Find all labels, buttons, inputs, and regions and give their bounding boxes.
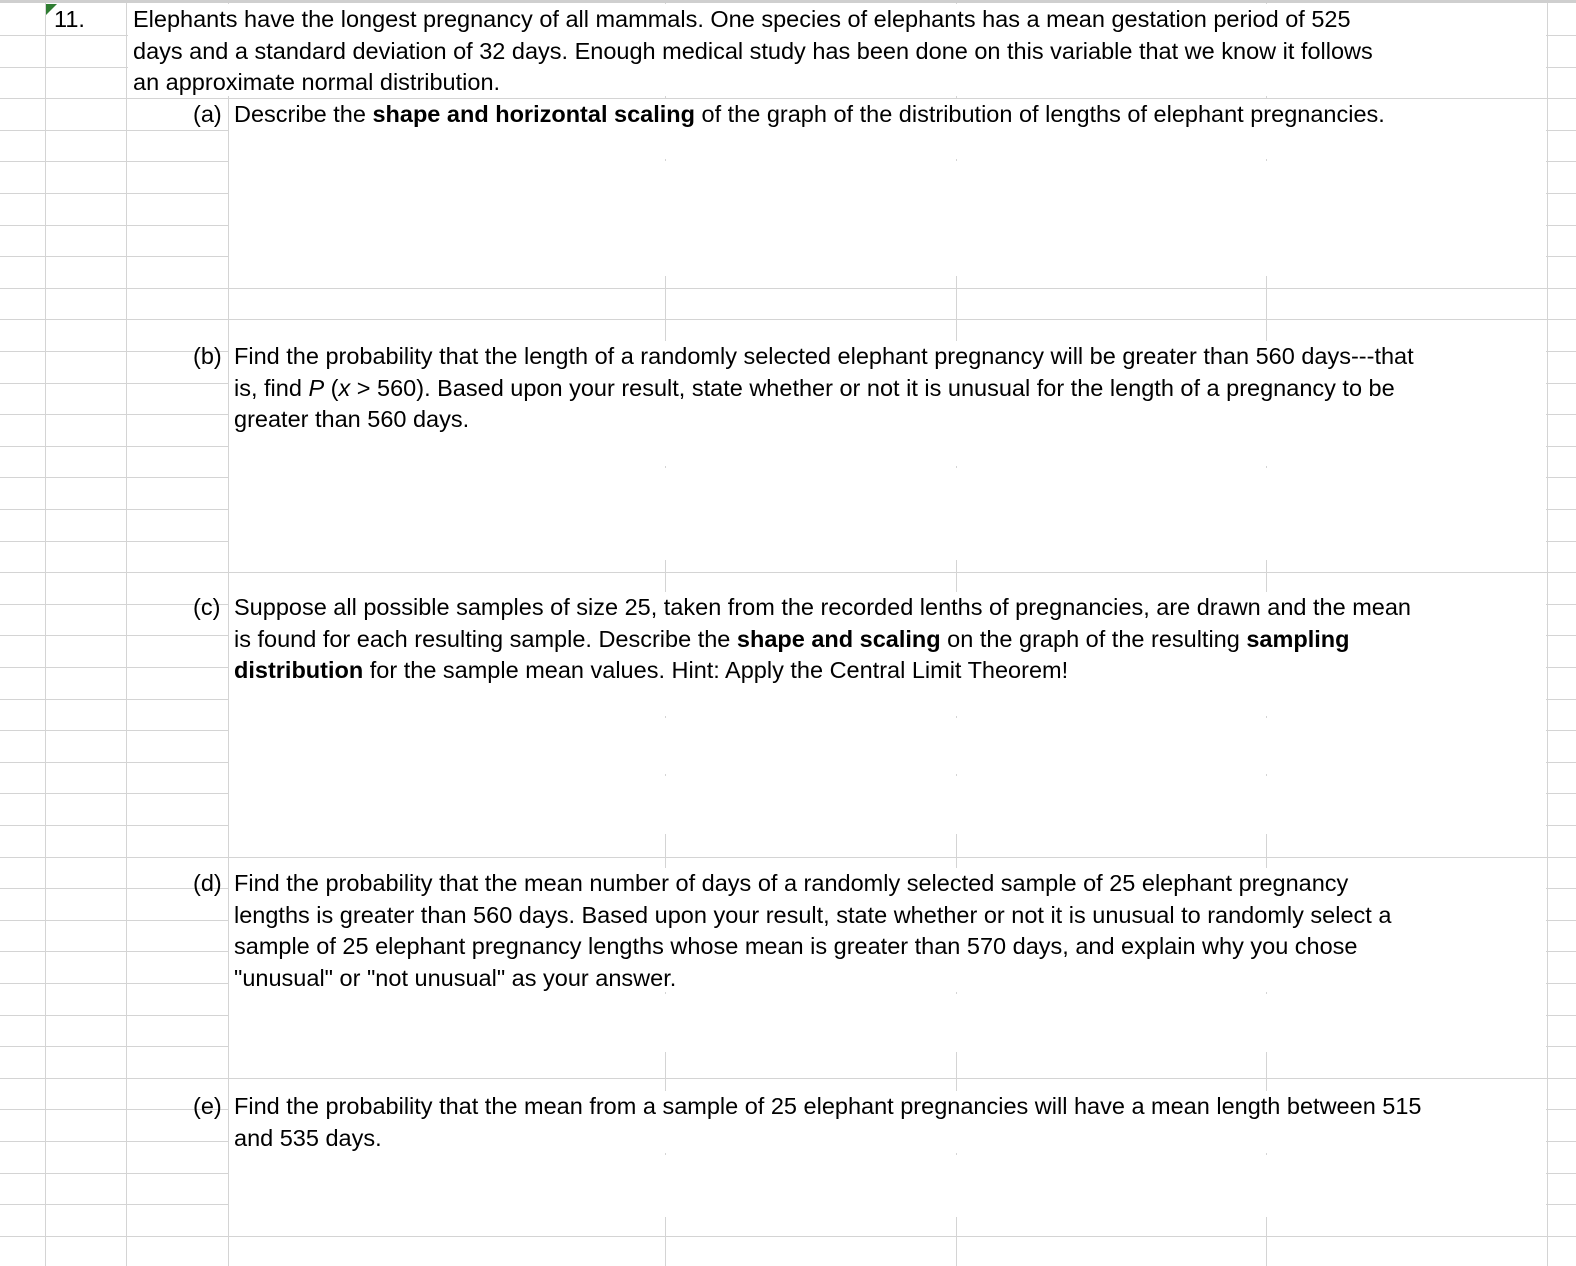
part-c-line-2: is found for each resulting sample. Describe the shape and scaling on the graph of the resulting sampling xyxy=(234,625,1350,652)
part-e-line-1: Find the probability that the mean from a sample of 25 elephant pregnancies will have a mean length between 515 xyxy=(234,1093,1422,1119)
part-c-line-3: distribution for the sample mean values. Hint: Apply the Central Limit Theorem! xyxy=(234,657,1069,684)
merged-cell xyxy=(229,776,1546,834)
merged-cell xyxy=(229,468,1546,560)
part-b-label: (b) xyxy=(193,343,222,369)
intro-line-3: an approximate normal distribution. xyxy=(133,69,501,96)
problem-number: 11. xyxy=(54,6,85,32)
part-b-line-1: Find the probability that the length of a randomly selected elephant pregnancy will be greater than 560 days---that xyxy=(234,343,1414,369)
intro-line-2: days and a standard deviation of 32 days. Enough medical study has been done on this variable that we know it follows xyxy=(133,37,1373,64)
row-gridline xyxy=(0,1236,1576,1237)
row-gridline xyxy=(0,857,1576,858)
part-d-line-4: "unusual" or "not unusual" as your answer. xyxy=(234,964,677,991)
part-e-line-2: and 535 days. xyxy=(234,1124,382,1151)
part-a-question: Describe the shape and horizontal scaling of the graph of the distribution of lengths of elephant pregnancies. xyxy=(234,101,1385,127)
part-a-label: (a) xyxy=(193,101,222,127)
sheet-top-border xyxy=(0,0,1576,3)
part-c-line-1: Suppose all possible samples of size 25, taken from the recorded lenths of pregnancies, are drawn and the mean xyxy=(234,594,1411,620)
part-e-label: (e) xyxy=(193,1093,222,1119)
merged-cell xyxy=(229,994,1546,1052)
row-gridline xyxy=(0,288,1576,289)
column-gridline xyxy=(126,3,127,1266)
intro-line-1: Elephants have the longest pregnancy of all mammals. One species of elephants has a mean gestation period of 525 xyxy=(133,6,1351,32)
column-gridline xyxy=(45,3,46,1266)
part-c-label: (c) xyxy=(193,594,221,620)
column-gridline xyxy=(1547,3,1548,1266)
row-gridline xyxy=(0,572,1576,573)
row-gridline xyxy=(0,319,1576,320)
part-d-label: (d) xyxy=(193,870,222,896)
row-gridline xyxy=(0,1078,1576,1079)
part-d-line-2: lengths is greater than 560 days. Based upon your result, state whether or not it is unusual to randomly select a xyxy=(234,901,1392,928)
part-b-line-3: greater than 560 days. xyxy=(234,406,470,433)
merged-cell xyxy=(229,161,1546,276)
part-d-line-1: Find the probability that the mean number of days of a randomly selected sample of 25 elephant pregnancy xyxy=(234,870,1349,896)
part-b-line-2: is, find P (x > 560). Based upon your result, state whether or not it is unusual for the length of a pregnancy to be xyxy=(234,374,1395,401)
part-d-line-3: sample of 25 elephant pregnancy lengths whose mean is greater than 570 days, and explain why you chose xyxy=(234,933,1358,960)
merged-cell xyxy=(229,1155,1546,1217)
merged-cell xyxy=(229,718,1546,774)
